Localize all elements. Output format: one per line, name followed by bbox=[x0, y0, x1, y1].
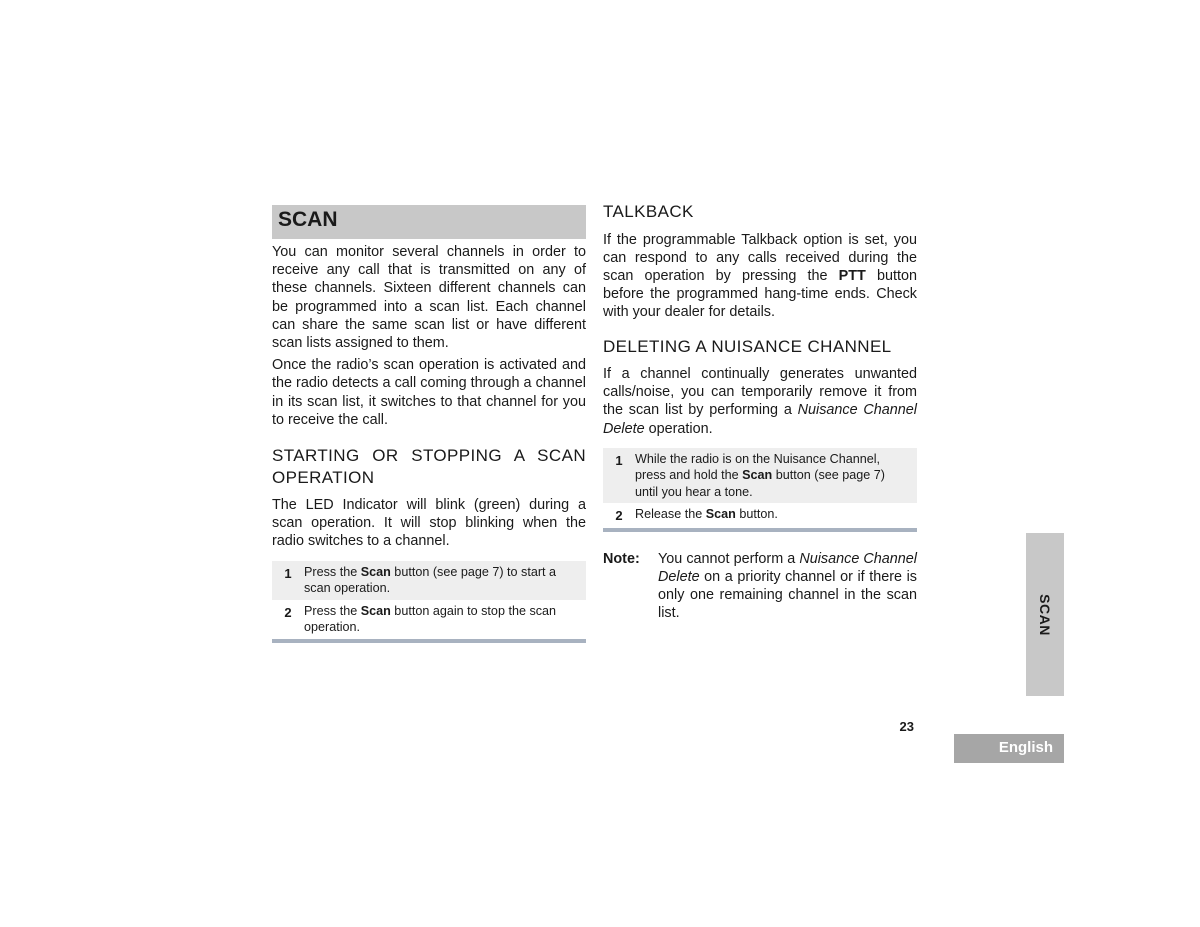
step-text: Press the Scan button (see page 7) to start a scan operation. bbox=[304, 564, 557, 596]
step-number: 2 bbox=[284, 604, 292, 620]
talkback-paragraph: If the programmable Talkback option is set, you can respond to any calls received during the scan operation by pressing the PTT button before the programmed hang-time ends. Check with your dealer for details. bbox=[603, 231, 918, 321]
page-number: 23 bbox=[899, 719, 914, 734]
led-indicator-paragraph: The LED Indicator will blink (green) during a scan operation. It will stop blinking when the radio switches to a channel. bbox=[272, 497, 586, 550]
chapter-side-tab bbox=[1026, 533, 1064, 696]
chapter-side-tab-label: SCAN bbox=[1037, 594, 1053, 636]
note-block bbox=[603, 550, 917, 623]
left-column bbox=[272, 205, 586, 643]
right-column bbox=[603, 201, 917, 623]
step-text: While the radio is on the Nuisance Channel, press and hold the Scan button (see page 7) until you hear a tone. bbox=[635, 451, 885, 499]
step-number: 1 bbox=[284, 565, 292, 581]
step-text: Press the Scan button again to stop the scan operation. bbox=[304, 603, 557, 635]
start-stop-heading: STARTING OR STOPPING A SCAN OPERATION bbox=[272, 446, 586, 487]
step-number: 2 bbox=[615, 508, 623, 524]
nuisance-paragraph: If a channel continually generates unwanted calls/noise, you can temporarily remove it from the scan list by performing a Nuisance Channel Delete operation. bbox=[603, 366, 917, 437]
talkback-heading: TALKBACK bbox=[603, 202, 694, 221]
start-stop-steps bbox=[272, 561, 586, 643]
nuisance-heading: DELETING A NUISANCE CHANNEL bbox=[603, 336, 892, 356]
step-text: Release the Scan button. bbox=[635, 507, 778, 522]
scan-activation-paragraph: Once the radio’s scan operation is activated and the radio detects a call coming through a channel in its scan list, it switches to that channel for you to receive the call. bbox=[272, 357, 586, 428]
step-row bbox=[272, 561, 586, 600]
note-text: You cannot perform a Nuisance Channel Delete on a priority channel or if there is only one remaining channel in the scan list. bbox=[658, 550, 917, 622]
scan-intro-paragraph: You can monitor several channels in order to receive any call that is transmitted on any of these channels. Sixteen different channels can be programmed into a scan list. Each channel can share the same scan list or have different scan lists assigned to them. bbox=[272, 244, 586, 352]
language-tab: English bbox=[954, 734, 1064, 763]
nuisance-steps bbox=[603, 448, 917, 532]
step-row bbox=[603, 448, 917, 504]
step-row bbox=[272, 600, 586, 639]
step-row bbox=[603, 503, 917, 528]
section-title: SCAN bbox=[272, 205, 586, 239]
step-number: 1 bbox=[615, 452, 623, 468]
note-label: Note: bbox=[603, 550, 640, 567]
